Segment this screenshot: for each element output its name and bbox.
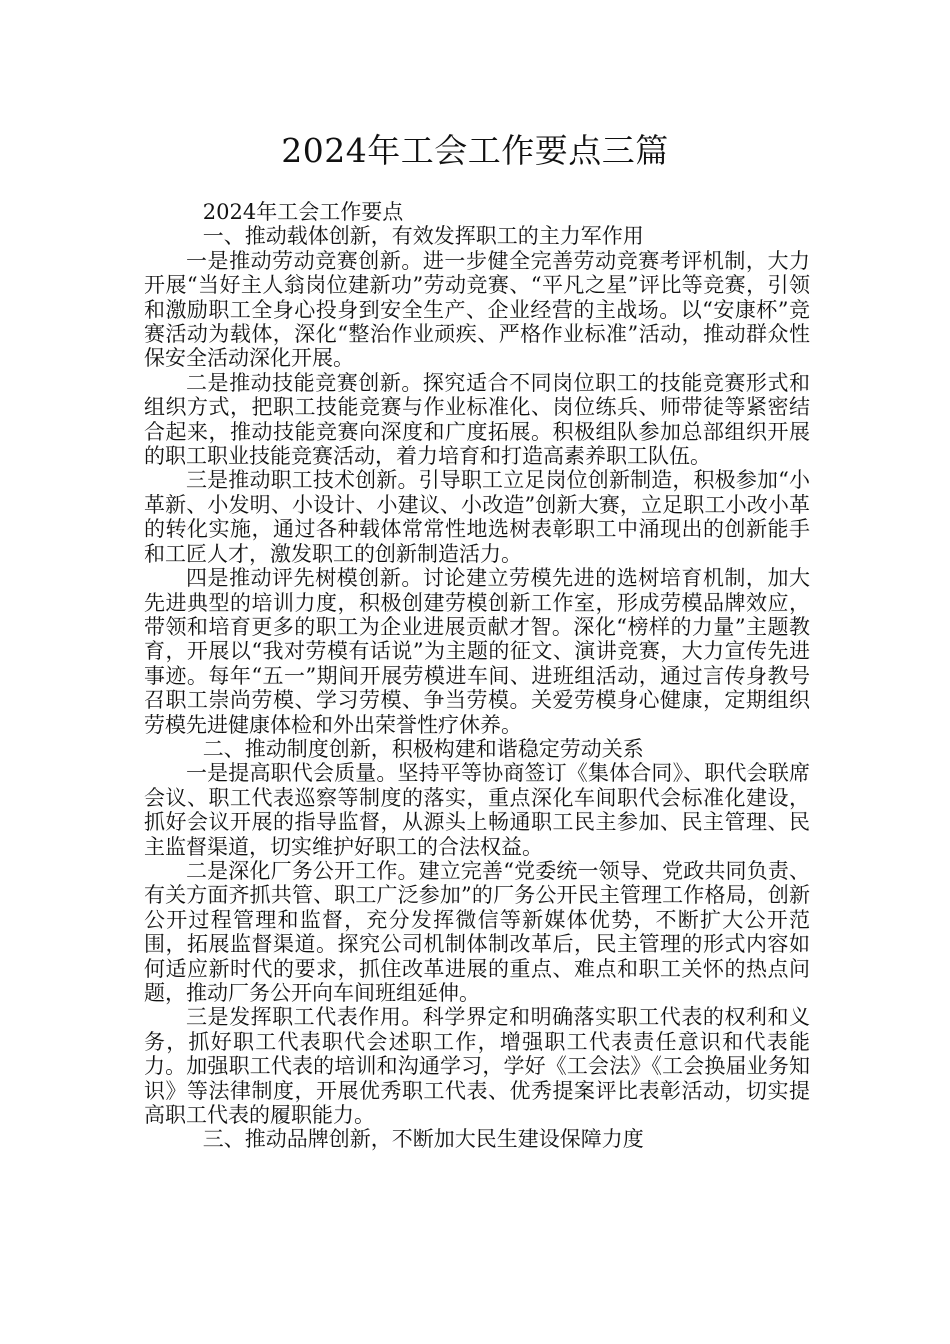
document-subtitle: 2024年工会工作要点: [202, 200, 404, 224]
paragraph: 四是推动评先树模创新。讨论建立劳模先进的选树培育机制，加大先进典型的培训力度，积极创建劳模创新工作室，形成劳模品牌效应，带领和培育更多的职工为企业进展贡献才智。深化“榜样的力量”主题教育，开展以“我对劳模有话说”为主题的征文、演讲竞赛，大力宣传先进事迹。每年“五一”期间开展劳模进车间、进班组活动，通过言传身教号召职工崇尚劳模、学习劳模、争当劳模。关爱劳模身心健康，定期组织劳模先进健康体检和外出荣誉性疗休养。: [144, 566, 810, 737]
paragraph: 三是发挥职工代表作用。科学界定和明确落实职工代表的权利和义务，抓好职工代表职代会述职工作，增强职工代表责任意识和代表能力。加强职工代表的培训和沟通学习，学好《工会法》《工会换届业务知识》等法律制度，开展优秀职工代表、优秀提案评比表彰活动，切实提高职工代表的履职能力。: [144, 1005, 810, 1128]
section-heading: 三、推动品牌创新，不断加大民生建设保障力度: [202, 1127, 644, 1152]
section-heading: 二、推动制度创新，积极构建和谐稳定劳动关系: [202, 736, 644, 761]
document-title: 2024年工会工作要点三篇: [281, 131, 669, 170]
paragraph: 二是深化厂务公开工作。建立完善“党委统一领导、党政共同负责、有关方面齐抓共管、职工广泛参加”的厂务公开民主管理工作格局，创新公开过程管理和监督，充分发挥微信等新媒体优势，不断扩大公开范围，拓展监督渠道。探究公司机制体制改革后，民主管理的形式内容如何适应新时代的要求，抓住改革进展的重点、难点和职工关怀的热点问题，推动厂务公开向车间班组延伸。: [144, 858, 810, 1005]
paragraph: 一是推动劳动竞赛创新。进一步健全完善劳动竞赛考评机制，大力开展“当好主人翁岗位建新功”劳动竞赛、“平凡之星”评比等竞赛，引领和激励职工全身心投身到安全生产、企业经营的主战场。以“安康杯”竞赛活动为载体，深化“整治作业顽疾、严格作业标准”活动，推动群众性保安全活动深化开展。: [144, 248, 810, 371]
section-heading: 一、推动载体创新，有效发挥职工的主力军作用: [202, 224, 644, 249]
document-body: [144, 200, 810, 1152]
paragraph: 一是提高职代会质量。坚持平等协商签订《集体合同》、职代会联席会议、职工代表巡察等制度的落实，重点深化车间职代会标准化建设，抓好会议开展的指导监督，从源头上畅通职工民主参加、民主管理、民主监督渠道，切实维护好职工的合法权益。: [144, 761, 810, 859]
paragraph: 二是推动技能竞赛创新。探究适合不同岗位职工的技能竞赛形式和组织方式，把职工技能竞赛与作业标准化、岗位练兵、师带徒等紧密结合起来，推动技能竞赛向深度和广度拓展。积极组队参加总部组织开展的职工职业技能竞赛活动，着力培育和打造高素养职工队伍。: [144, 370, 810, 469]
paragraph: 三是推动职工技术创新。引导职工立足岗位创新制造，积极参加“小革新、小发明、小设计、小建议、小改造”创新大赛，立足职工小改小革的转化实施，通过各种载体常常性地选树表彰职工中涌现出的创新能手和工匠人才，激发职工的创新制造活力。: [144, 468, 810, 566]
